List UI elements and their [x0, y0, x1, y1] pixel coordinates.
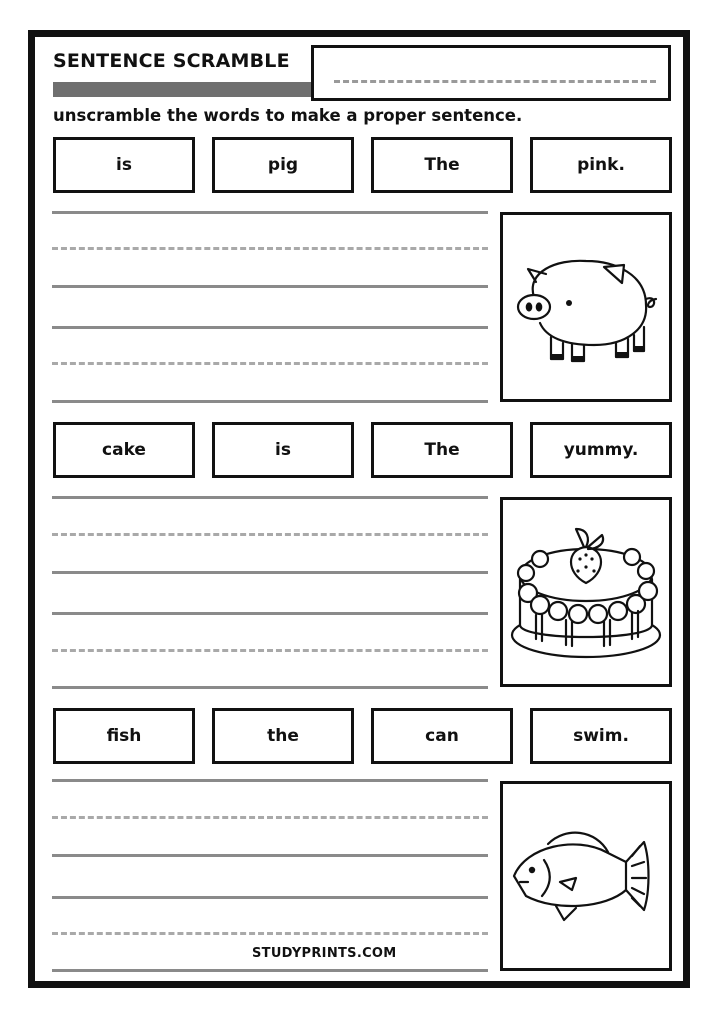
picture-box — [500, 497, 672, 687]
writing-line-mid[interactable] — [52, 932, 488, 935]
word-card[interactable]: The — [371, 422, 513, 478]
instructions: unscramble the words to make a proper sentence. — [53, 106, 523, 125]
writing-line-base[interactable] — [52, 969, 488, 972]
writing-line-top[interactable] — [52, 326, 488, 329]
writing-line-mid[interactable] — [52, 816, 488, 819]
word-card[interactable]: swim. — [530, 708, 672, 764]
writing-line-top[interactable] — [52, 896, 488, 899]
word-card[interactable]: yummy. — [530, 422, 672, 478]
writing-line-mid[interactable] — [52, 649, 488, 652]
word-card[interactable]: cake — [53, 422, 195, 478]
writing-line-mid[interactable] — [52, 362, 488, 365]
writing-line-top[interactable] — [52, 211, 488, 214]
cake-icon — [506, 507, 666, 677]
word-card[interactable]: is — [212, 422, 354, 478]
writing-line-base[interactable] — [52, 686, 488, 689]
name-writing-line — [334, 80, 656, 83]
word-card[interactable]: The — [371, 137, 513, 193]
word-card[interactable]: fish — [53, 708, 195, 764]
word-card[interactable]: pig — [212, 137, 354, 193]
picture-box — [500, 781, 672, 971]
pig-icon — [506, 227, 666, 387]
writing-line-base[interactable] — [52, 285, 488, 288]
word-card[interactable]: pink. — [530, 137, 672, 193]
name-field[interactable] — [311, 45, 671, 101]
word-card[interactable]: is — [53, 137, 195, 193]
writing-line-base[interactable] — [52, 400, 488, 403]
title-underline-bar — [53, 82, 311, 97]
fish-icon — [506, 816, 666, 936]
writing-line-top[interactable] — [52, 612, 488, 615]
picture-box — [500, 212, 672, 402]
writing-line-base[interactable] — [52, 854, 488, 857]
footer-credit: STUDYPRINTS.COM — [252, 946, 397, 961]
worksheet-title: SENTENCE SCRAMBLE — [53, 50, 290, 72]
writing-line-top[interactable] — [52, 779, 488, 782]
writing-line-top[interactable] — [52, 496, 488, 499]
word-card[interactable]: the — [212, 708, 354, 764]
writing-line-base[interactable] — [52, 571, 488, 574]
word-card[interactable]: can — [371, 708, 513, 764]
writing-line-mid[interactable] — [52, 247, 488, 250]
writing-line-mid[interactable] — [52, 533, 488, 536]
